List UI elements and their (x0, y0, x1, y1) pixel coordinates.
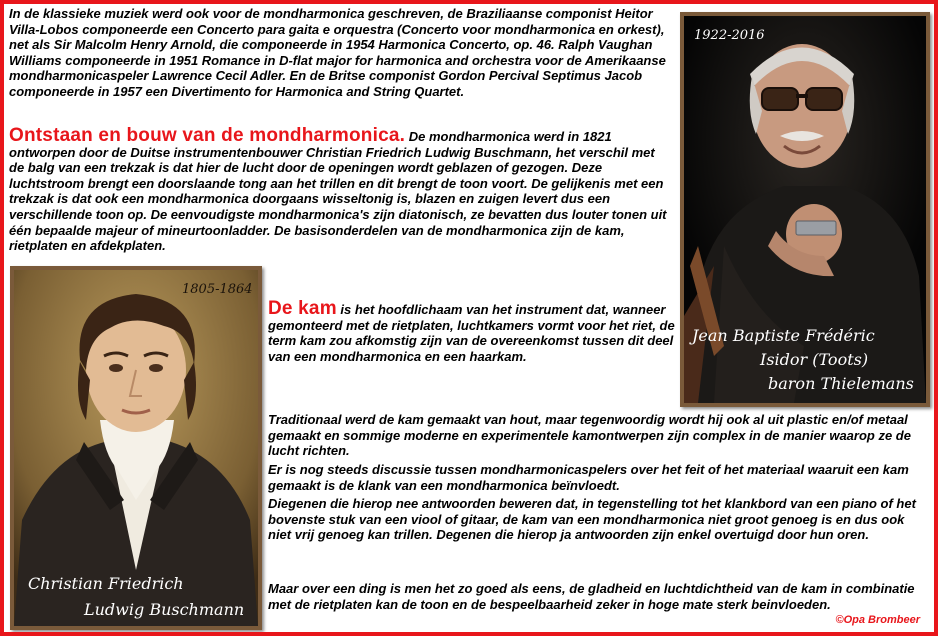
portrait-buschmann-image (14, 270, 258, 626)
section-kam-text: is het hoofdlichaam van het instrument dat, wanneer gemonteerd met de rietplaten, luchtkamers vormt voor het riet, de term kam zou afkomstig zijn van de overeenkomst tussen dit deel van een mondharmonica en een haarkam. (268, 302, 675, 364)
portrait-christian-buschmann (10, 266, 262, 630)
portrait-buschmann-name-line1: Christian Friedrich (28, 574, 184, 593)
paragraph-material: Traditionaal werd de kam gemaakt van hout, maar tegenwoordig wordt hij ook al uit plastic en/of metaal gemaakt en sommige moderne en experimentele kamontwerpen zijn complex in de manier waarop ze de lucht richten. (268, 412, 911, 459)
portrait-buschmann-name-line2: Ludwig Buschmann (84, 600, 245, 619)
paragraph-discussion: Er is nog steeds discussie tussen mondharmonicaspelers over het feit of het materiaal waaruit een kam gemaakt is de klank van een mondharmonica beïnvloedt. (268, 462, 909, 493)
intro-paragraph: In de klassieke muziek werd ook voor de mondharmonica geschreven, de Braziliaanse componist Heitor Villa-Lobos componeerde een Concerto para gaita e orquestra (Concerto voor mondharmonica en orkest), net als Sir Malcolm Henry Arnold, die componeerde in 1954 Harmonica Concerto, op. 46. Ralph Vaughan Williams componeerde in 1951 Romance in D-flat major for harmonica and orchestra voor de Amerikaanse mondharmonicaspeler Lawrence Cecil Adler. En de Britse componist Gordon Percival Septimus Jacob componeerde in 1957 een Divertimento for Harmonica and String Quartet. (9, 6, 666, 99)
section-origin-heading: Ontstaan en bouw van de mondharmonica. (9, 125, 406, 146)
portrait-toots-name-line2: Isidor (Toots) (760, 350, 869, 369)
section-kam (268, 298, 676, 364)
portrait-buschmann-years: 1805-1864 (182, 282, 253, 297)
section-origin-text: De mondharmonica werd in 1821 ontworpen door de Duitse instrumentenbouwer Christian Friedrich Ludwig Buschmann, het verschil met de balg van een trekzak is dat hier de lucht door de openingen wordt geblazen of gezogen. Deze luchtstroom brengt een doorslaande tong aan het trillen en dit brengt de toon voort. De gelijkenis met een trekzak is dat ook een mondharmonica doorgaans wisseltonig is, blazen en zuigen levert dus een verschillende toon op. De eenvoudigste mondharmonica's zijn diatonisch, ze bevatten dus louter tonen uit één bepaalde majeur of mineurtoonladder. De basisonderdelen van de mondharmonica zijn de kam, rietplaten en afdekplaten. (9, 129, 667, 254)
section-origin (9, 125, 671, 254)
portrait-toots-years: 1922-2016 (694, 28, 765, 43)
section-kam-heading: De kam (268, 298, 337, 319)
credit-signature: ©Opa Brombeer (835, 614, 920, 626)
portrait-toots-name-line1: Jean Baptiste Frédéric (692, 326, 875, 345)
paragraph-conclusion: Maar over een ding is men het zo goed als eens, de gladheid en luchtdichtheid van de kam in combinatie met de rietplaten kan de toon en de bespeelbaarheid zeker in hoge mate sterk beinvloeden. (268, 581, 915, 612)
paragraph-arguments: Diegenen die hierop nee antwoorden beweren dat, in tegenstelling tot het klankbord van een piano of het bovenste stuk van een viool of gitaar, de kam van een mondharmonica niet groot genoeg is en dus ook niet vrij genoeg kan trillen. Degenen die hierop ja antwoorden zijn enkel overtuigd door hun oren. (268, 496, 916, 543)
portrait-toots-name-line3: baron Thielemans (768, 374, 914, 393)
portrait-toots-thielemans (680, 12, 930, 407)
